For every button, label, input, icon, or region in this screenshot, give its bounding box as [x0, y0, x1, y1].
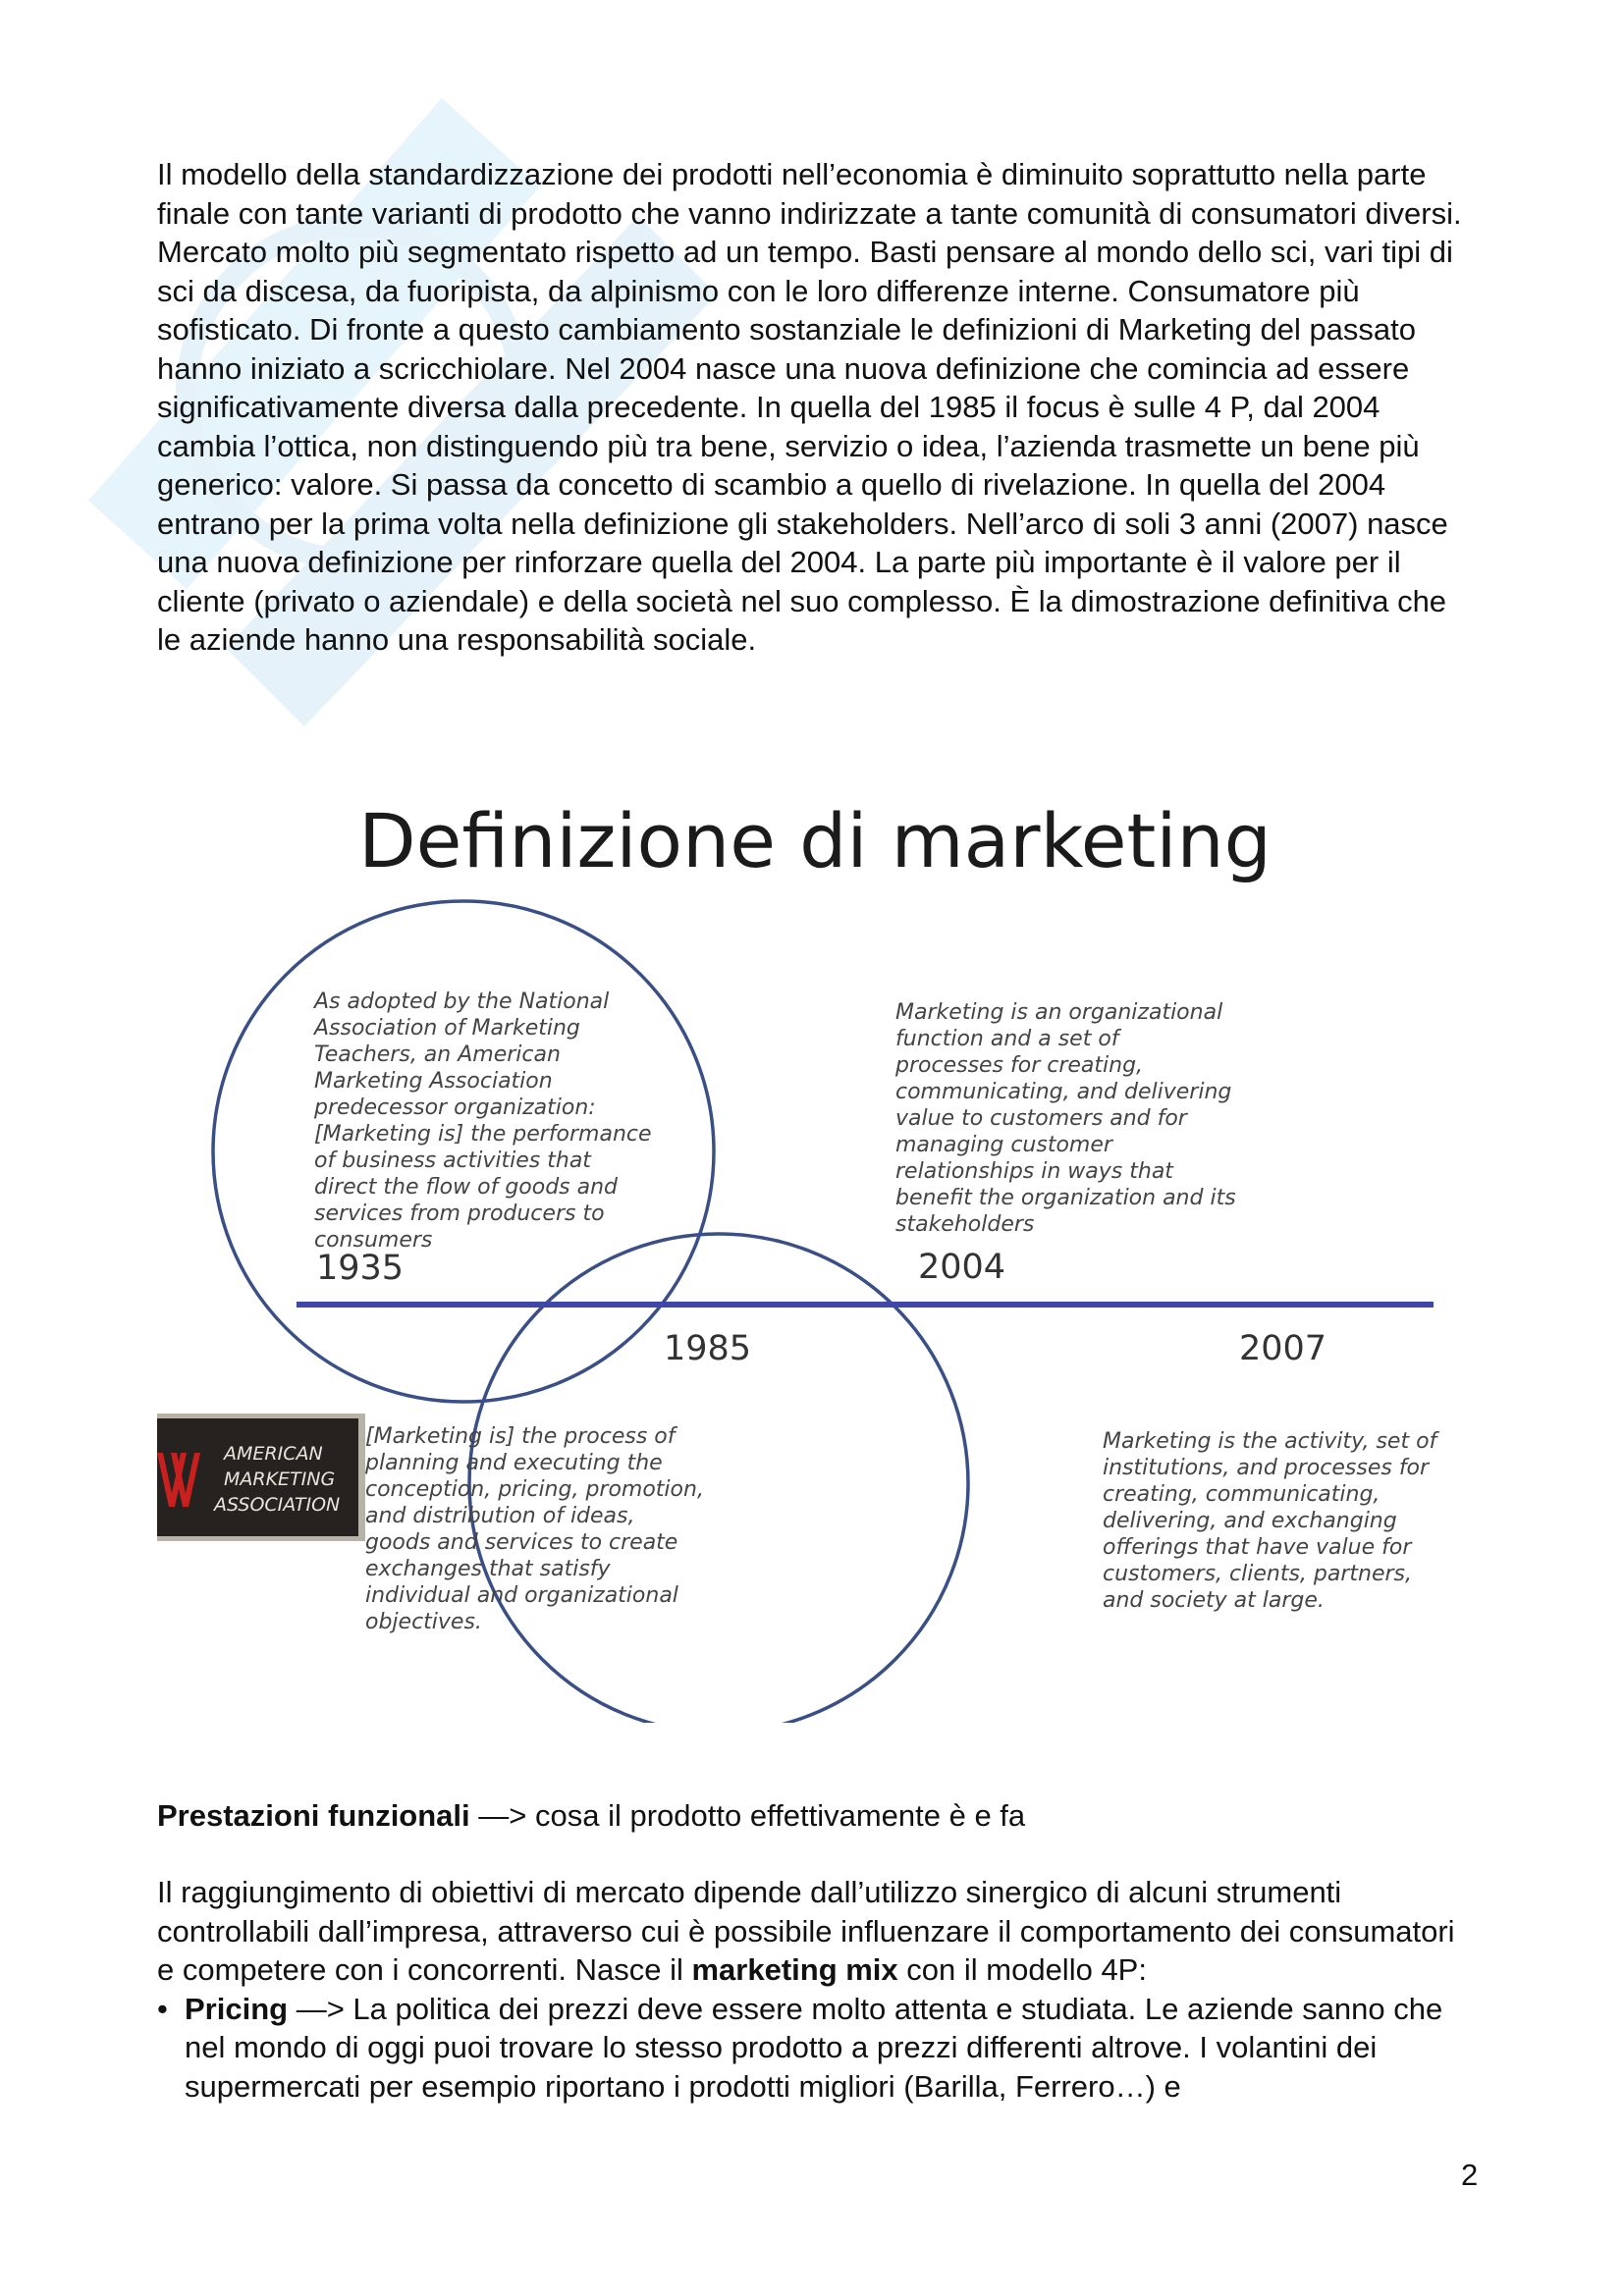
- definition-line: stakeholders: [895, 1212, 1035, 1237]
- definition-line: objectives.: [365, 1610, 482, 1634]
- intro-paragraph-1: Il modello della standardizzazione dei prodotti nell’economia è diminuito soprattutto nella parte finale con tante varianti di prodotto che vanno indirizzate a tante comunità di consumatori diversi.: [157, 157, 1462, 231]
- definition-line: services from producers to: [314, 1201, 605, 1226]
- definition-line: exchanges that satisfy: [365, 1557, 611, 1581]
- prestazioni-term: Prestazioni funzionali: [157, 1798, 470, 1833]
- year-1935: 1935: [316, 1249, 405, 1288]
- definition-line: customers, clients, partners,: [1103, 1562, 1413, 1586]
- ama-logo-line-1: AMERICAN: [224, 1443, 323, 1465]
- definition-line: direct the flow of goods and: [314, 1175, 619, 1200]
- definition-line: predecessor organization:: [314, 1095, 596, 1120]
- definition-line: consumers: [314, 1228, 433, 1253]
- list-item-pricing: [157, 1990, 1478, 2107]
- definition-line: of business activities that: [314, 1148, 591, 1173]
- ama-logo-line-2: MARKETING: [224, 1468, 336, 1490]
- definition-2004-text: [894, 1000, 1236, 1237]
- definition-2007: [1103, 1329, 1440, 1613]
- definition-line: benefit the organization and its: [895, 1186, 1236, 1210]
- figure-title: Definizione di marketing: [358, 797, 1272, 884]
- definition-line: value to customers and for: [895, 1106, 1187, 1131]
- definition-line: communicating, and delivering: [895, 1080, 1232, 1104]
- page-number: 2: [1461, 2158, 1479, 2192]
- definition-line: institutions, and processes for: [1103, 1456, 1430, 1480]
- definition-line: relationships in ways that: [895, 1159, 1173, 1184]
- marketing-definitions-figure: [157, 780, 1473, 1723]
- definition-line: [Marketing is] the process of: [365, 1424, 676, 1449]
- definition-line: [Marketing is] the performance: [314, 1122, 652, 1147]
- pricing-term: Pricing: [185, 1991, 289, 2026]
- year-2007: 2007: [1239, 1329, 1327, 1368]
- prestazioni-description: —> cosa il prodotto effettivamente è e fa: [469, 1798, 1026, 1833]
- definition-line: offerings that have value for: [1103, 1535, 1412, 1560]
- definition-line: processes for creating,: [895, 1053, 1144, 1078]
- definition-2004: [894, 1000, 1236, 1287]
- definition-2007-text: [1103, 1429, 1440, 1613]
- ama-logo: [157, 1414, 365, 1541]
- definition-1935: [312, 989, 652, 1288]
- mix-intro-text: Il raggiungimento di obiettivi di mercato dipende dall’utilizzo sinergico di alcuni strumenti controllabili dall’impresa, attraverso cui è possibile influenzare il comportamento dei consumatori e competere con i concorrenti. Nasce il: [157, 1875, 1455, 1987]
- definition-line: and society at large.: [1103, 1588, 1325, 1613]
- year-1985: 1985: [664, 1329, 752, 1368]
- definition-line: Teachers, an American: [314, 1042, 561, 1067]
- intro-text: [157, 155, 1478, 660]
- figure-canvas: [157, 780, 1473, 1723]
- definition-line: creating, communicating,: [1103, 1482, 1380, 1507]
- pricing-text: —> La politica dei prezzi deve essere molto attenta e studiata. Le aziende sanno che nel mondo di oggi puoi trovare lo stesso prodotto a prezzi differenti altrove. I volantini dei supermercati per esempio riportano i prodotti migliori (Barilla, Ferrero…) e: [185, 1991, 1443, 2104]
- definition-line: Marketing Association: [314, 1069, 553, 1094]
- definition-line: individual and organizational: [365, 1583, 678, 1608]
- definition-line: As adopted by the National: [314, 989, 610, 1014]
- definition-line: managing customer: [895, 1133, 1112, 1157]
- marketing-mix-intro: [157, 1873, 1478, 1990]
- year-2004: 2004: [918, 1248, 1006, 1287]
- intro-paragraph-2: Mercato molto più segmentato rispetto ad un tempo. Basti pensare al mondo dello sci, vari tipi di sci da discesa, da fuoripista, da alpinismo con le loro differenze interne. Consumatore più sofisticato. Di fronte a questo cambiamento sostanziale le definizioni di Marketing del passato hanno iniziato a scricchiolare. Nel 2004 nasce una nuova definizione che comincia ad essere significativamente diversa dalla precedente. In quella del 1985 il focus è sulle 4 P, dal 2004 cambia l’ottica, non distinguendo più tra bene, servizio o idea, l’azienda trasmette un bene più generico: valore. Si passa da concetto di scambio a quello di rivelazione. In quella del 2004 entrano per la prima volta nella definizione gli stakeholders. Nell’arco di soli 3 anni (2007) nasce una nuova definizione per rinforzare quella del 2004. La parte più importante è il valore per il cliente (privato o aziendale) e della società nel suo complesso. È la dimostrazione definitiva che le aziende hanno una responsabilità sociale.: [157, 235, 1453, 657]
- definition-line: conception, pricing, promotion,: [365, 1477, 704, 1502]
- definition-line: goods and services to create: [365, 1530, 678, 1555]
- definition-line: Association of Marketing: [314, 1016, 580, 1041]
- definition-line: Marketing is an organizational: [895, 1000, 1223, 1025]
- definition-line: planning and executing the: [365, 1451, 663, 1475]
- definition-line: delivering, and exchanging: [1103, 1509, 1397, 1533]
- marketing-mix-section: [157, 1873, 1478, 2106]
- bullet: •: [157, 1991, 168, 2026]
- definition-1935-text: [312, 989, 652, 1253]
- definition-line: and distribution of ideas,: [365, 1504, 635, 1528]
- prestazioni-line: [157, 1796, 1478, 1836]
- definition-line: Marketing is the activity, set of: [1103, 1429, 1437, 1454]
- ama-logo-line-3: ASSOCIATION: [214, 1494, 341, 1516]
- mix-intro-end: con il modello 4P:: [897, 1952, 1147, 1987]
- mix-intro-bold: marketing mix: [691, 1952, 898, 1987]
- definition-1985: [364, 1329, 751, 1634]
- definition-line: function and a set of: [895, 1027, 1119, 1051]
- definition-1985-text: [364, 1424, 704, 1634]
